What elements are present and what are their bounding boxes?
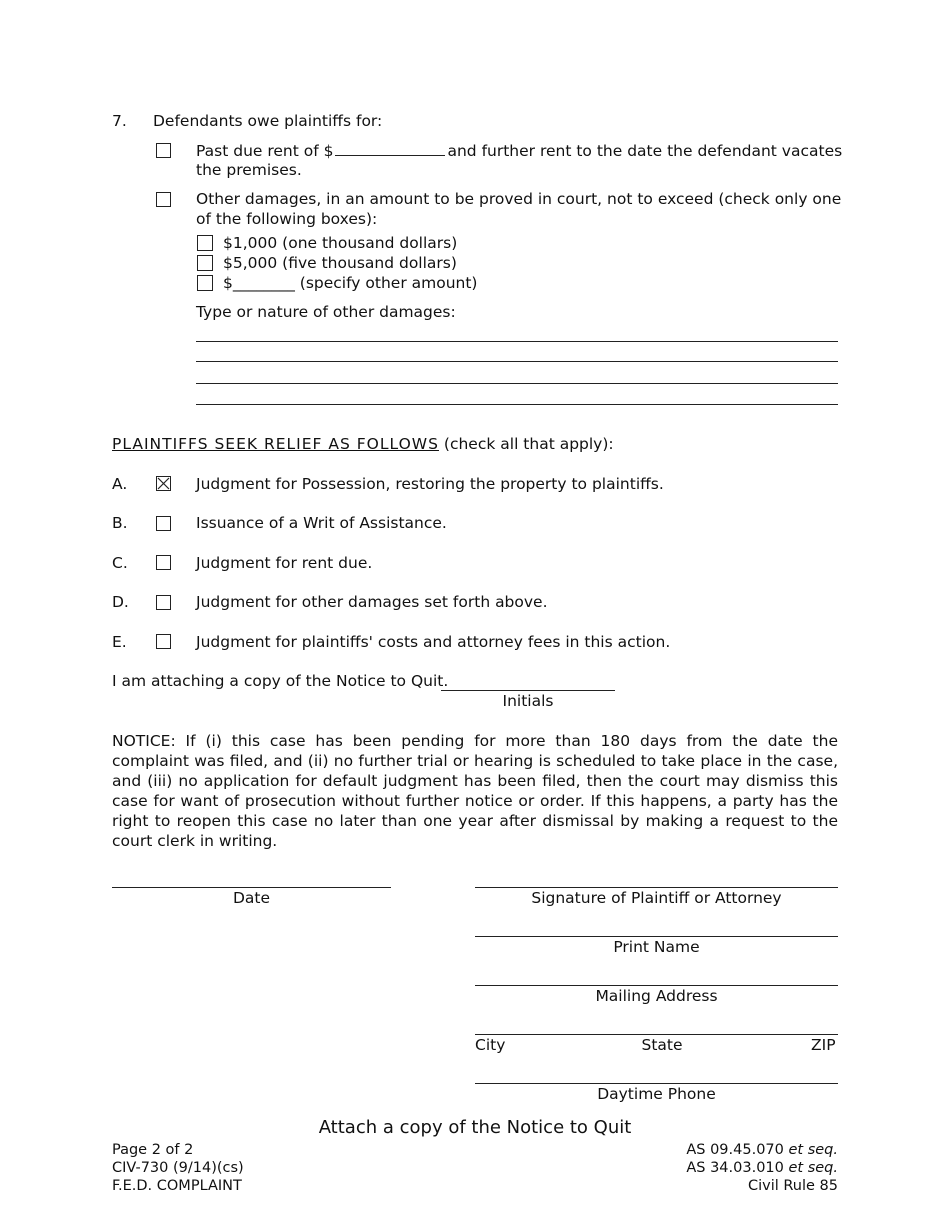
relief-letter-e: E. xyxy=(112,633,127,651)
signature-label: Signature of Plaintiff or Attorney xyxy=(531,889,782,907)
statute-1-number: AS 09.45.070 xyxy=(686,1142,784,1158)
attach-statement: I am attaching a copy of the Notice to Quit. xyxy=(112,672,449,690)
mailing-address-field[interactable] xyxy=(475,985,838,986)
past-due-prefix: Past due rent of $ xyxy=(196,142,334,160)
relief-heading-suffix: (check all that apply): xyxy=(443,435,614,453)
other-damages-line1: Other damages, in an amount to be proved in court, not to exceed (check only one xyxy=(196,190,842,208)
footer-page: Page 2 of 2 xyxy=(112,1142,194,1158)
other-damages-checkbox[interactable] xyxy=(156,192,171,207)
damages-line-2[interactable] xyxy=(196,361,838,362)
past-due-suffix: and further rent to the date the defendant vacates xyxy=(447,142,843,160)
amount-option-5000: $5,000 (five thousand dollars) xyxy=(223,254,457,272)
footer-form-number: CIV-730 (9/14)(cs) xyxy=(112,1160,244,1176)
zip-label: ZIP xyxy=(811,1036,836,1054)
mailing-address-label: Mailing Address xyxy=(595,987,718,1005)
footer-statute-1 xyxy=(686,1142,838,1158)
date-label: Date xyxy=(232,889,271,907)
statute-1-et-seq: et seq. xyxy=(788,1142,838,1158)
other-damages-line2: of the following boxes): xyxy=(196,210,378,228)
relief-heading: PLAINTIFFS SEEK RELIEF AS FOLLOWS xyxy=(112,435,439,453)
initials-label: Initials xyxy=(502,692,554,710)
section-heading: Defendants owe plaintiffs for: xyxy=(153,112,383,130)
relief-text-c: Judgment for rent due. xyxy=(196,554,373,572)
footer-rule: Civil Rule 85 xyxy=(747,1178,838,1194)
city-label: City xyxy=(475,1036,506,1054)
damages-line-4[interactable] xyxy=(196,404,838,405)
amount-other-checkbox[interactable] xyxy=(197,275,213,291)
initials-field[interactable] xyxy=(441,690,615,691)
state-label: State xyxy=(641,1036,683,1054)
damages-line-3[interactable] xyxy=(196,383,838,384)
relief-letter-b: B. xyxy=(112,514,128,532)
footer-form-title: F.E.D. COMPLAINT xyxy=(112,1178,242,1194)
footer-statute-2 xyxy=(686,1160,838,1176)
relief-a-checkbox[interactable] xyxy=(156,476,171,491)
relief-d-checkbox[interactable] xyxy=(156,595,171,610)
checkmark-x-icon xyxy=(157,477,170,490)
date-field[interactable] xyxy=(112,887,391,888)
amount-option-other: $________ (specify other amount) xyxy=(223,274,478,292)
amount-1000-checkbox[interactable] xyxy=(197,235,213,251)
relief-b-checkbox[interactable] xyxy=(156,516,171,531)
amount-5000-checkbox[interactable] xyxy=(197,255,213,271)
relief-c-checkbox[interactable] xyxy=(156,555,171,570)
daytime-phone-label: Daytime Phone xyxy=(597,1085,716,1103)
print-name-field[interactable] xyxy=(475,936,838,937)
daytime-phone-field[interactable] xyxy=(475,1083,838,1084)
past-due-amount-field[interactable] xyxy=(335,141,445,156)
city-state-zip-field[interactable] xyxy=(475,1034,838,1035)
relief-letter-d: D. xyxy=(112,593,129,611)
print-name-label: Print Name xyxy=(613,938,700,956)
type-of-damages-label: Type or nature of other damages: xyxy=(196,303,456,321)
relief-text-a: Judgment for Possession, restoring the property to plaintiffs. xyxy=(196,475,664,493)
relief-e-checkbox[interactable] xyxy=(156,634,171,649)
past-due-rent-checkbox[interactable] xyxy=(156,143,171,158)
past-due-line2: the premises. xyxy=(196,161,302,179)
signature-field[interactable] xyxy=(475,887,838,888)
relief-text-d: Judgment for other damages set forth above. xyxy=(196,593,548,611)
section-number: 7. xyxy=(112,112,127,130)
relief-text-b: Issuance of a Writ of Assistance. xyxy=(196,514,447,532)
relief-letter-a: A. xyxy=(112,475,128,493)
dismissal-notice: NOTICE: If (i) this case has been pending for more than 180 days from the date the complaint was filed, and (ii) no further trial or hearing is scheduled to take place in the case, and (iii) no application for default judgment has been filed, then the court may dismiss this case for want of prosecution without further notice or order. If this happens, a party has the right to reopen this case no later than one year after dismissal by making a request to the court clerk in writing. xyxy=(112,732,838,850)
relief-letter-c: C. xyxy=(112,554,128,572)
statute-2-number: AS 34.03.010 xyxy=(686,1160,784,1176)
relief-heading-row xyxy=(112,435,614,453)
attach-notice-heading: Attach a copy of the Notice to Quit xyxy=(318,1117,632,1138)
past-due-rent-row xyxy=(196,141,843,160)
relief-text-e: Judgment for plaintiffs' costs and attorney fees in this action. xyxy=(196,633,671,651)
amount-option-1000: $1,000 (one thousand dollars) xyxy=(223,234,458,252)
statute-2-et-seq: et seq. xyxy=(788,1160,838,1176)
damages-line-1[interactable] xyxy=(196,341,838,342)
